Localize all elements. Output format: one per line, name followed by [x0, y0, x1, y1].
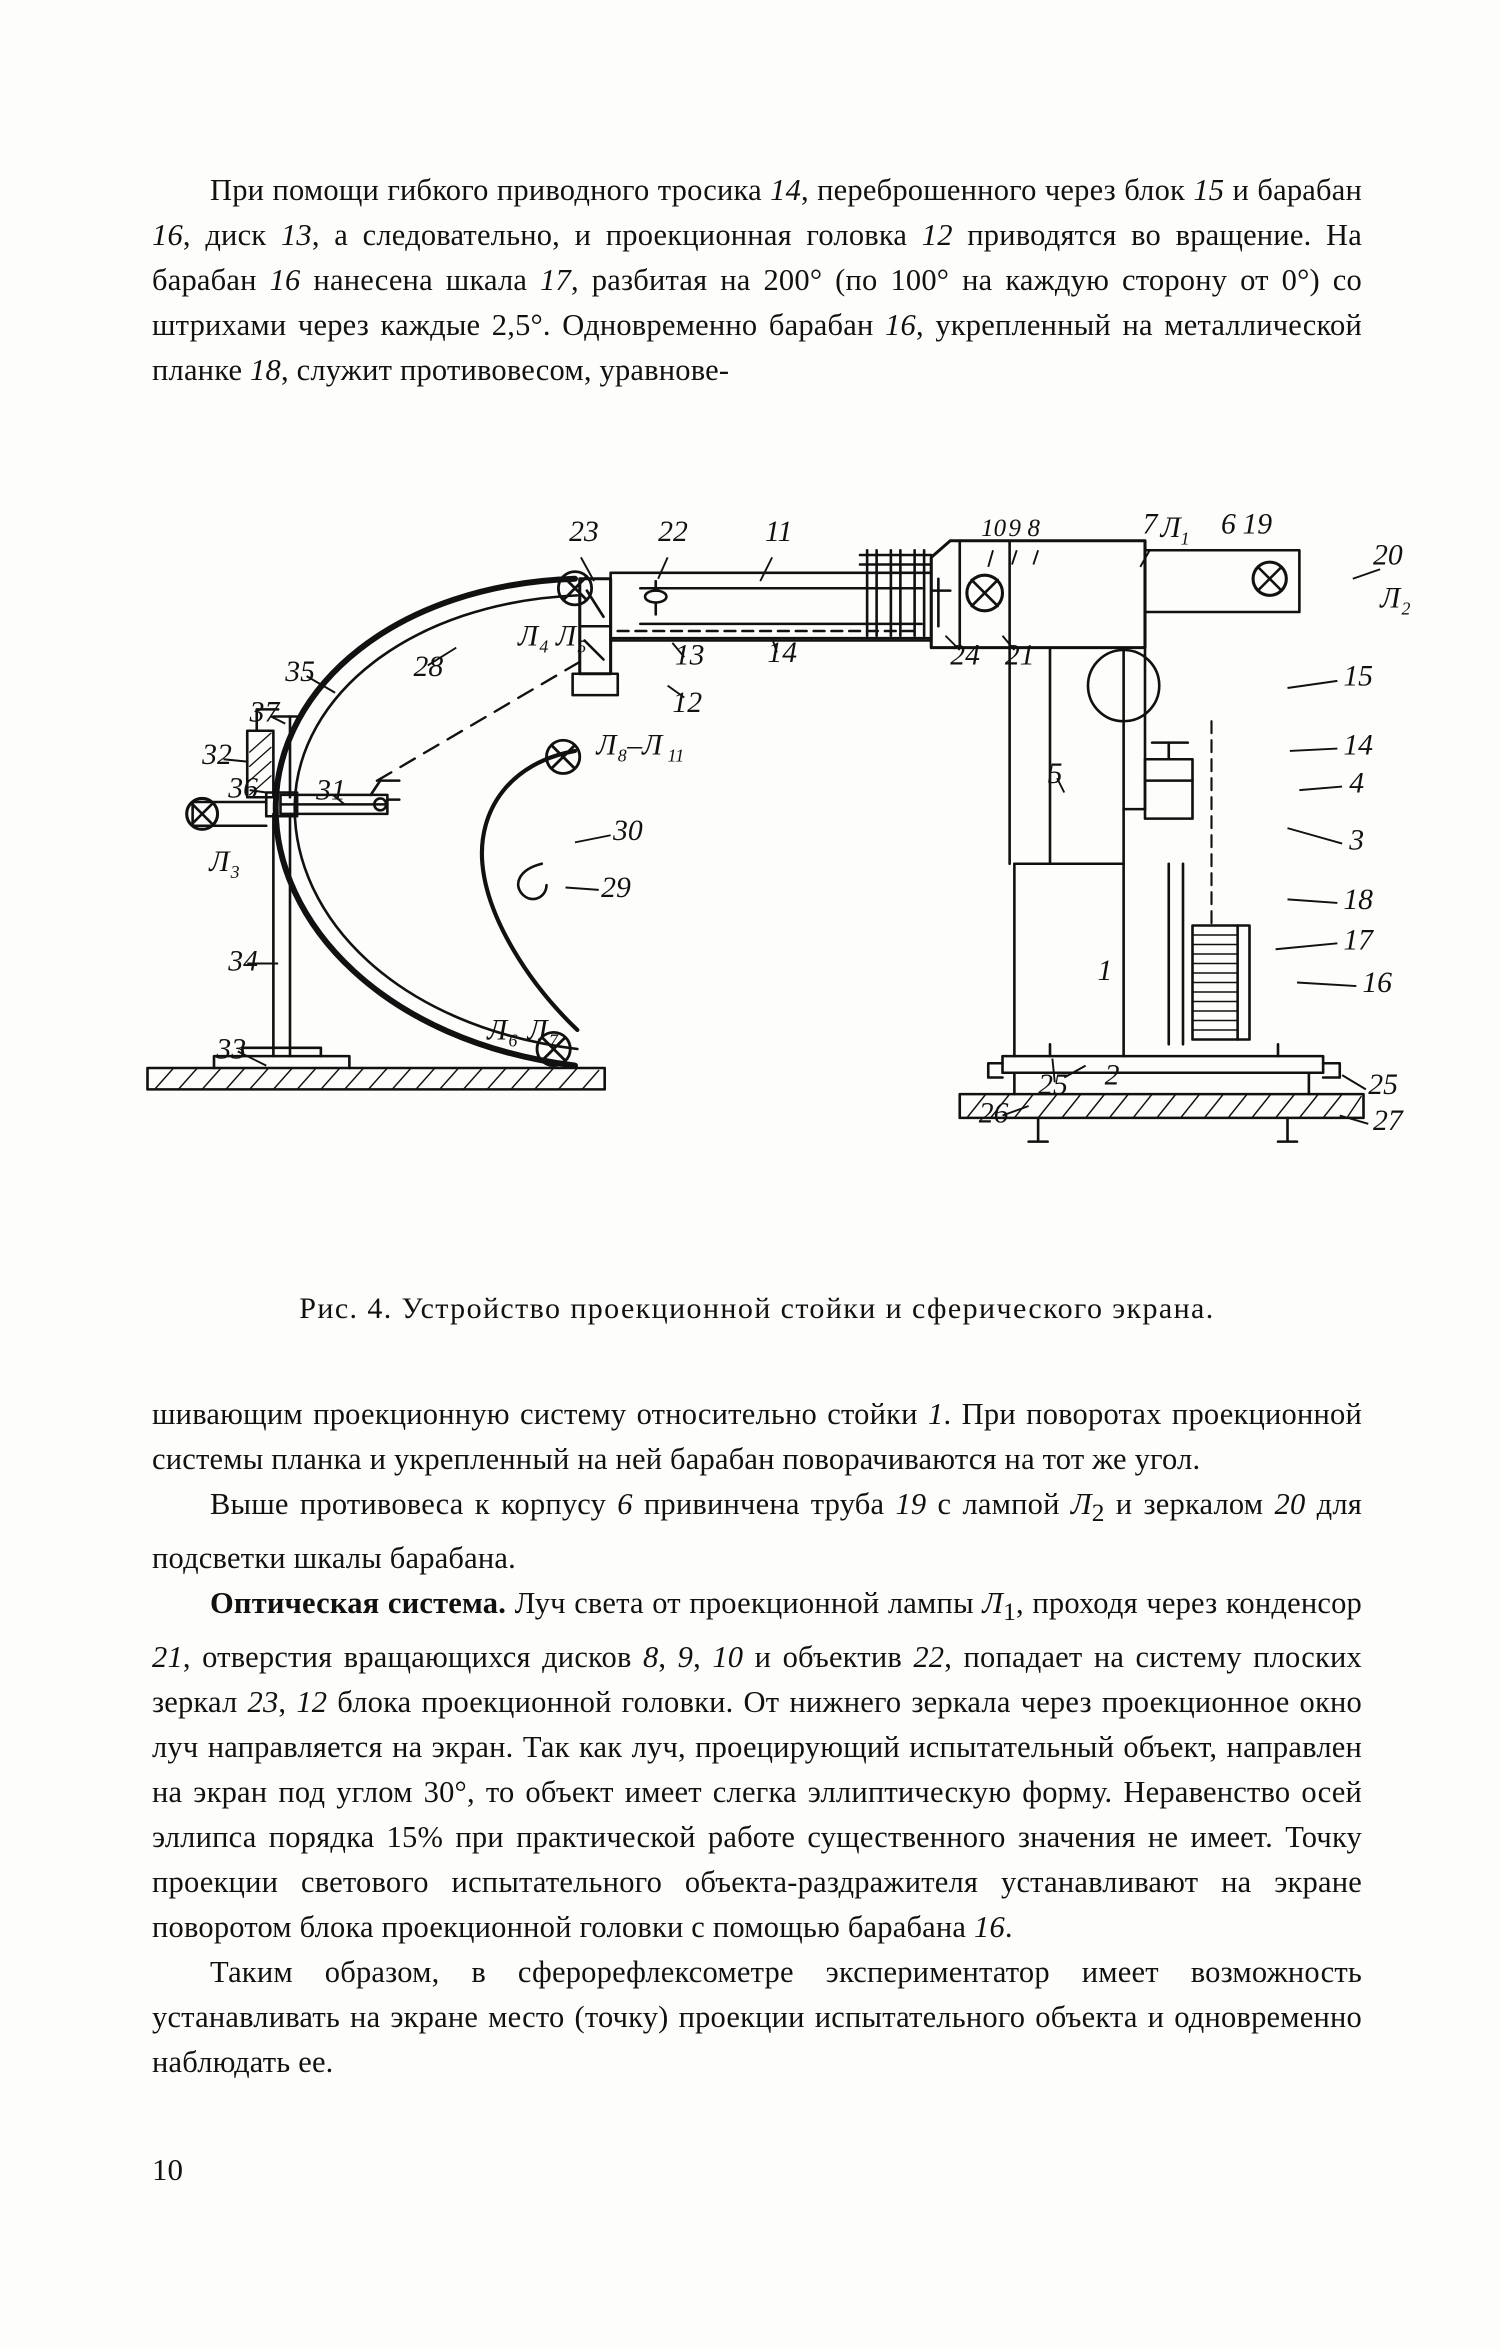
callout-28: 28: [413, 651, 444, 684]
callout-16: 16: [1362, 967, 1392, 999]
lamp-label-L6: [486, 1015, 517, 1051]
svg-text:1: 1: [1180, 528, 1190, 549]
callout-23: 23: [569, 515, 599, 548]
callout-4: 4: [1349, 767, 1365, 800]
callout-8: 8: [1027, 515, 1040, 542]
lamp-label-L7: [527, 1015, 559, 1051]
svg-text:2: 2: [1401, 598, 1411, 619]
svg-text:3: 3: [230, 862, 240, 882]
callout-11: 11: [765, 515, 793, 548]
callout-14-right: 14: [1343, 729, 1373, 762]
lamp-label-L2: [1379, 582, 1410, 618]
svg-text:Л: Л: [1380, 582, 1401, 615]
callout-27: 27: [1373, 1104, 1403, 1137]
callout-21: 21: [1004, 639, 1035, 672]
svg-text:4: 4: [539, 636, 549, 657]
figure-4-projection-stand: [100, 400, 1430, 1280]
top-text-block: [152, 168, 1362, 393]
svg-text:Л: Л: [1160, 512, 1181, 545]
callout-17: 17: [1343, 924, 1373, 957]
callout-36: 36: [228, 772, 258, 805]
callout-14-mid: 14: [767, 636, 798, 669]
svg-text:Л: Л: [556, 620, 577, 653]
callout-22: 22: [658, 515, 688, 548]
callout-34: 34: [228, 945, 258, 978]
callout-12: 12: [672, 686, 703, 719]
bottom-text-block: [152, 1392, 1362, 2085]
lamp-label-L1: [1159, 512, 1189, 548]
svg-text:–Л: –Л: [627, 729, 663, 762]
lamp-label-L4: [517, 620, 548, 656]
paragraph-4: Таким образом, в сферорефлексометре экспериментатор имеет возможность устанавливать на экране место (точку) проекции испытательного объекта и одновременно наблюдать ее.: [152, 1955, 1362, 2080]
svg-text:11: 11: [667, 745, 685, 766]
svg-text:7: 7: [548, 1030, 558, 1051]
callout-33: 33: [216, 1033, 247, 1066]
callout-24: 24: [950, 639, 980, 672]
paragraph-3: Оптическая система. Луч света от проекционной лампы $Л_1$, проходя через конденсор 21, отверстия вращающихся дисков 8, 9, 10 и объектив 22, попадает на систему плоских зеркал 23, 12 блока проекционной головки. От нижнего зеркала через проекционное окно луч направляется на экран. Так как луч, проецирующий испытательный объект, направлен на экран под углом 30°, то объект имеет слегка эллиптическую форму. Неравенство осей эллипса порядка 15% при практической работе существенного значения не имеет. Точку проекции светового испытательного объекта-раздражителя устанавливают на экране поворотом блока проекционной головки с помощью барабана 16.: [152, 1586, 1362, 1945]
paragraph-top: При помощи гибкого приводного тросика 14, переброшенного через блок 15 и барабан 16, диск 13, а следовательно, и проекционная головка 12 приводятся во вращение. На барабан 16 нанесена шкала 17, разбитая на 200° (по 100° на каждую сторону от 0°) со штрихами через каждые 2,5°. Одновременно барабан 16, укрепленный на металлической планке 18, служит противовесом, уравнове-: [152, 173, 1362, 387]
callout-35: 35: [285, 655, 315, 688]
figure-caption: Рис. 4. Устройство проекционной стойки и сферического экрана.: [299, 1292, 1215, 1325]
svg-text:Л: Л: [518, 620, 539, 653]
callout-5: 5: [1047, 758, 1063, 790]
callout-13: 13: [674, 639, 705, 672]
lamp-label-L8-L11: [595, 730, 684, 766]
callout-6: 6: [1221, 508, 1236, 541]
svg-text:Л: Л: [527, 1014, 548, 1047]
callout-25-left: 25: [1038, 1069, 1068, 1102]
callout-1: 1: [1097, 955, 1113, 988]
callout-20: 20: [1373, 539, 1403, 572]
svg-text:5: 5: [577, 636, 587, 657]
callout-9: 9: [1008, 515, 1021, 542]
paragraph-1: шивающим проекционную систему относительно стойки 1. При поворотах проекционной системы планка и укрепленный на ней барабан поворачиваются на тот же угол.: [152, 1397, 1362, 1476]
callout-32: 32: [202, 739, 232, 771]
callout-31: 31: [316, 774, 346, 807]
callout-15: 15: [1343, 660, 1373, 693]
callout-7: 7: [1142, 508, 1158, 541]
callout-10: 10: [981, 515, 1007, 542]
svg-text:Л: Л: [487, 1014, 508, 1047]
callout-25-right: 25: [1368, 1069, 1398, 1102]
lamp-label-L3: [208, 846, 239, 882]
callout-3: 3: [1349, 824, 1365, 857]
svg-text:8: 8: [617, 745, 627, 766]
svg-text:Л: Л: [209, 845, 230, 878]
callout-29: 29: [601, 872, 631, 904]
callout-30: 30: [613, 815, 643, 847]
page-number: 10: [152, 2152, 183, 2187]
svg-text:6: 6: [508, 1030, 518, 1051]
callout-26: 26: [978, 1097, 1009, 1130]
callout-37: 37: [249, 696, 280, 729]
callout-2: 2: [1104, 1059, 1120, 1092]
paragraph-2: Выше противовеса к корпусу 6 привинчена труба 19 с лампой $Л_2$ и зеркалом 20 для подсветки шкалы барабана.: [152, 1487, 1362, 1576]
callout-19: 19: [1242, 508, 1273, 541]
svg-text:Л: Л: [596, 729, 617, 762]
callout-18: 18: [1343, 883, 1373, 916]
